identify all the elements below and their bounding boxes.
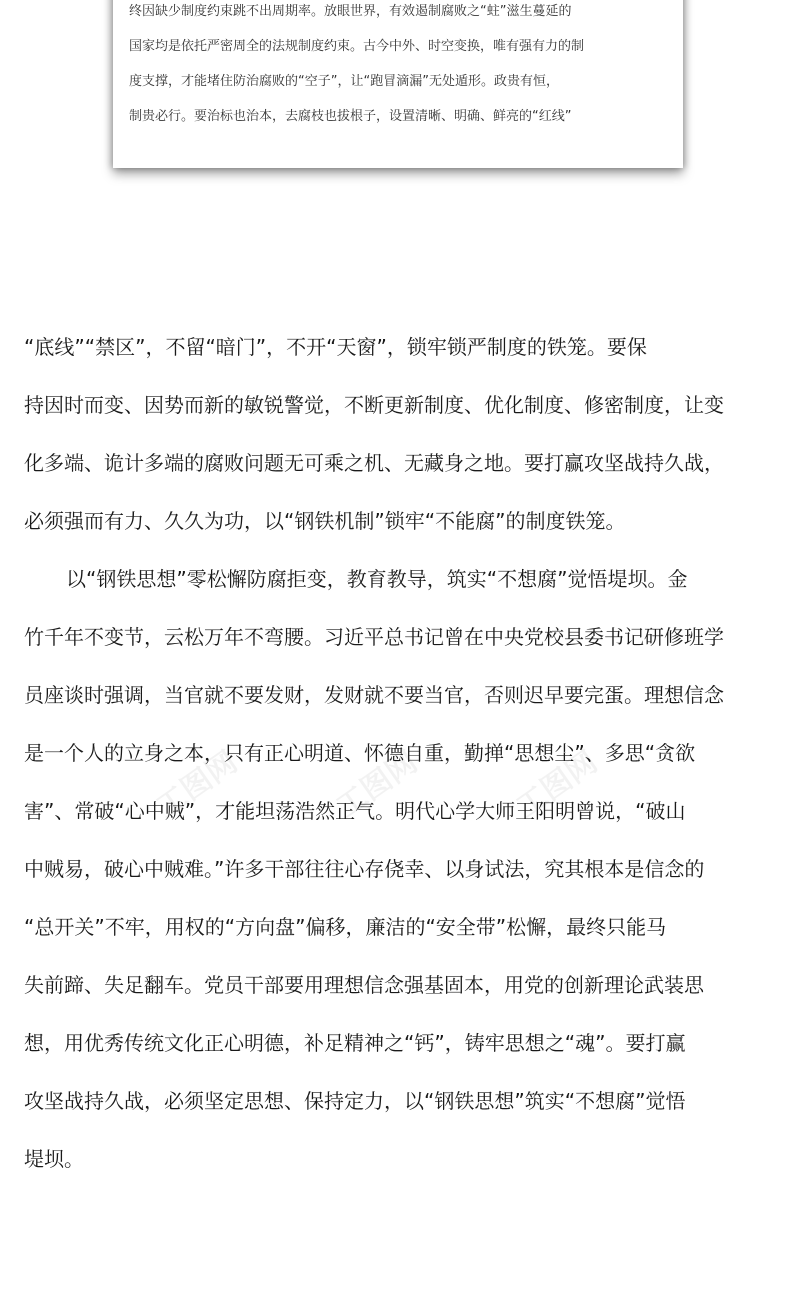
body-line: 化多端、诡计多端的腐败问题无可乘之机、无藏身之地。要打赢攻坚战持久战， bbox=[24, 451, 724, 475]
body-line: 以“钢铁思想”零松懈防腐拒变，教育教导，筑实“不想腐”觉悟堤坝。金 bbox=[66, 567, 688, 591]
body-line: 竹千年不变节，云松万年不弯腰。习近平总书记曾在中央党校县委书记研修班学 bbox=[24, 625, 724, 649]
preview-line: 国家均是依托严密周全的法规制度约束。古今中外、时空变换，唯有强有力的制 bbox=[129, 39, 585, 54]
preview-line: 度支撑，才能堵住防治腐败的“空子”，让“跑冒滴漏”无处遁形。政贵有恒， bbox=[129, 74, 559, 89]
watermark: 工图网 bbox=[330, 744, 424, 826]
watermark: 工图网 bbox=[510, 744, 604, 826]
watermark: 工图网 bbox=[150, 744, 244, 826]
preview-line: 终因缺少制度约束跳不出周期率。放眼世界，有效遏制腐败之“蛀”滋生蔓延的 bbox=[129, 4, 572, 19]
body-line: 失前蹄、失足翻车。党员干部要用理想信念强基固本，用党的创新理论武装思 bbox=[24, 973, 704, 997]
preview-text bbox=[129, 0, 669, 134]
body-line: 持因时而变、因势而新的敏锐警觉，不断更新制度、优化制度、修密制度，让变 bbox=[24, 393, 724, 417]
body-line: 攻坚战持久战，必须坚定思想、保持定力，以“钢铁思想”筑实“不想腐”觉悟 bbox=[24, 1089, 686, 1113]
body-line: 员座谈时强调，当官就不要发财，发财就不要当官，否则迟早要完蛋。理想信念 bbox=[24, 683, 724, 707]
body-line: 害”、常破“心中贼”，才能坦荡浩然正气。明代心学大师王阳明曾说，“破山 bbox=[24, 799, 686, 823]
body-line: 中贼易，破心中贼难。”许多干部往往心存侥幸、以身试法，究其根本是信念的 bbox=[24, 857, 705, 881]
article-body bbox=[24, 318, 780, 1188]
body-line: 必须强而有力、久久为功，以“钢铁机制”锁牢“不能腐”的制度铁笼。 bbox=[24, 509, 626, 533]
preview-card bbox=[113, 0, 683, 168]
body-line: “底线”“禁区”，不留“暗门”，不开“天窗”，锁牢锁严制度的铁笼。要保 bbox=[24, 335, 647, 359]
body-line: 堤坝。 bbox=[24, 1147, 84, 1171]
preview-line: 制贵必行。要治标也治本，去腐枝也拔根子，设置清晰、明确、鲜亮的“红线” bbox=[129, 109, 572, 124]
body-line: 想，用优秀传统文化正心明德，补足精神之“钙”，铸牢思想之“魂”。要打赢 bbox=[24, 1031, 686, 1055]
body-line: 是一个人的立身之本，只有正心明道、怀德自重，勤掸“思想尘”、多思“贪欲 bbox=[24, 741, 696, 765]
body-line: “总开关”不牢，用权的“方向盘”偏移，廉洁的“安全带”松懈，最终只能马 bbox=[24, 915, 667, 939]
